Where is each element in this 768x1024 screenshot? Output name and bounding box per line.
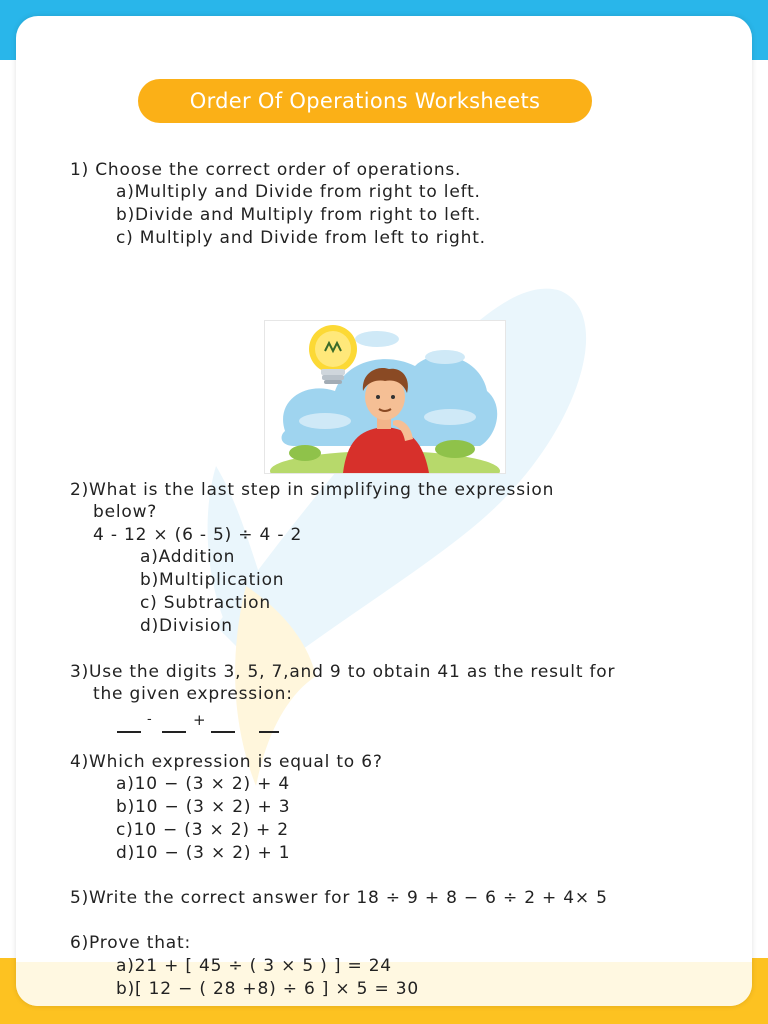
question-2-option-a: a)Addition: [140, 547, 236, 567]
operator-minus: -: [147, 712, 153, 727]
question-2-option-c: c) Subtraction: [140, 593, 271, 613]
question-4-option-a: a)10 − (3 × 2) + 4: [116, 774, 290, 794]
answer-blank: [162, 731, 186, 733]
question-3-prompt-line-1: 3)Use the digits 3, 5, 7,and 9 to obtain 41 as the result for: [70, 662, 616, 682]
question-6-prompt: 6)Prove that:: [70, 933, 191, 953]
question-3-prompt-line-2: the given expression:: [93, 684, 293, 704]
question-2-option-b: b)Multiplication: [140, 570, 285, 590]
question-2-prompt-line-2: below?: [93, 502, 158, 522]
question-6-option-b: b)[ 12 − ( 28 +8) ÷ 6 ] × 5 = 30: [116, 979, 419, 999]
question-2-prompt-line-1: 2)What is the last step in simplifying the expression: [70, 480, 555, 500]
question-6-option-a: a)21 + [ 45 ÷ ( 3 × 5 ) ] = 24: [116, 956, 392, 976]
question-4-option-d: d)10 − (3 × 2) + 1: [116, 843, 291, 863]
page-title: Order Of Operations Worksheets: [138, 79, 592, 123]
question-1-option-b: b)Divide and Multiply from right to left.: [116, 205, 482, 225]
question-1-option-c: c) Multiply and Divide from left to right.: [116, 228, 486, 248]
answer-blank: [117, 731, 141, 733]
answer-blank: [259, 731, 279, 733]
question-1-option-a: a)Multiply and Divide from right to left.: [116, 182, 481, 202]
question-1-prompt: 1) Choose the correct order of operations.: [70, 160, 462, 180]
question-4-option-b: b)10 − (3 × 2) + 3: [116, 797, 291, 817]
question-2-option-d: d)Division: [140, 616, 233, 636]
thinking-boy-illustration: [264, 320, 506, 474]
question-5-prompt: 5)Write the correct answer for 18 ÷ 9 + 8 − 6 ÷ 2 + 4× 5: [70, 888, 608, 908]
question-4-option-c: c)10 − (3 × 2) + 2: [116, 820, 289, 840]
question-4-prompt: 4)Which expression is equal to 6?: [70, 752, 383, 772]
operator-plus: +: [193, 711, 207, 729]
question-2-expression: 4 - 12 × (6 - 5) ÷ 4 - 2: [93, 525, 303, 545]
answer-blank: [211, 731, 235, 733]
